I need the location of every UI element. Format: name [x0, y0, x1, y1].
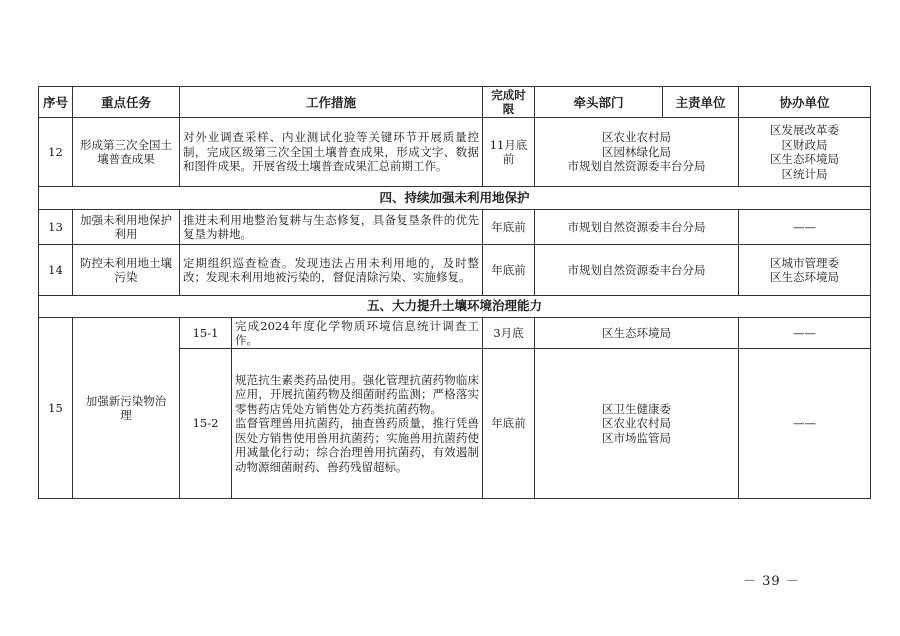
header-assist: 协办单位	[739, 87, 871, 118]
row15-1-measures: 完成2024年度化学物质环境信息统计调查工作。	[232, 318, 483, 349]
row14-measures: 定期组织巡查检查。发现违法占用未利用地的，及时整改；发现未利用地被污染的，督促清除污染、实施修复。	[180, 245, 483, 296]
row13-deadline: 年底前	[483, 210, 535, 245]
row13-seq: 13	[39, 210, 73, 245]
table-row-12	[39, 118, 871, 187]
row12-resp-line: 区农业农村局	[602, 130, 672, 145]
section-row-5	[39, 296, 871, 318]
row15-2-assist: ——	[739, 349, 871, 499]
row14-assist	[739, 245, 871, 296]
row12-responsible	[535, 118, 739, 187]
row12-assist-line: 区发展改革委	[770, 123, 840, 137]
row12-assist-line: 区财政局	[781, 137, 828, 152]
row15-2-measures-para: 监督管理兽用抗菌药，抽查兽药质量，推行凭兽医处方销售使用兽用抗菌药；实施兽用抗菌药使用减量化行动；综合治理兽用抗菌药，有效遏制动物源细菌耐药、兽药残留超标。	[235, 416, 480, 474]
table-row-15-1	[39, 318, 871, 349]
row14-task: 防控未利用地土壤污染	[73, 245, 180, 296]
row14-assist-line: 区生态环境局	[770, 270, 840, 284]
row12-assist	[739, 118, 871, 187]
row15-2-resp-line: 区市场监管局	[602, 430, 672, 445]
row15-2-measures-para: 规范抗生素类药品使用。强化管理抗菌药物临床应用，开展抗菌药物及细菌耐药监测；严格落实零售药店凭处方销售处方药类抗菌药物。	[235, 372, 480, 416]
section-row-4	[39, 187, 871, 210]
row12-deadline: 11月底前	[483, 118, 535, 187]
row15-seq: 15	[39, 318, 73, 499]
row13-assist: ——	[739, 210, 871, 245]
row12-seq: 12	[39, 118, 73, 187]
row12-measures: 对外业调查采样、内业测试化验等关键环节开展质量控制，完成区级第三次全国土壤普查成果，形成文字、数据和图件成果。开展省级土壤普查成果汇总前期工作。	[180, 118, 483, 187]
row15-2-id: 15-2	[180, 349, 232, 499]
section-heading-5: 五、大力提升土壤环境治理能力	[39, 296, 871, 318]
row15-1-assist: ——	[739, 318, 871, 349]
row15-2-resp-line: 区卫生健康委	[602, 401, 672, 416]
row15-1-deadline: 3月底	[483, 318, 535, 349]
row12-resp-line: 市规划自然资源委丰台分局	[567, 159, 706, 174]
row15-2-measures	[232, 349, 483, 499]
header-seq: 序号	[39, 87, 73, 118]
row14-deadline: 年底前	[483, 245, 535, 296]
row15-2-responsible	[535, 349, 739, 499]
row12-resp-line: 区园林绿化局	[602, 144, 672, 159]
table-row-13	[39, 210, 871, 245]
header-task: 重点任务	[73, 87, 180, 118]
row15-task: 加强新污染物治理	[73, 318, 180, 499]
row15-1-responsible: 区生态环境局	[535, 318, 739, 349]
task-table	[38, 86, 871, 499]
row13-measures: 推进未利用地整治复耕与生态修复，具备复垦条件的优先复垦为耕地。	[180, 210, 483, 245]
table-row-14	[39, 245, 871, 296]
header-lead: 牵头部门	[535, 87, 663, 118]
row15-1-id: 15-1	[180, 318, 232, 349]
header-row	[39, 87, 871, 118]
row14-seq: 14	[39, 245, 73, 296]
header-main-unit: 主责单位	[663, 87, 739, 118]
row14-responsible: 市规划自然资源委丰台分局	[535, 245, 739, 296]
row12-task: 形成第三次全国土壤普查成果	[73, 118, 180, 187]
row13-responsible: 市规划自然资源委丰台分局	[535, 210, 739, 245]
row15-2-deadline: 年底前	[483, 349, 535, 499]
row14-assist-line: 区城市管理委	[770, 255, 840, 270]
row13-task: 加强未利用地保护利用	[73, 210, 180, 245]
header-deadline: 完成时限	[483, 87, 535, 118]
header-measures: 工作措施	[180, 87, 483, 118]
section-heading-4: 四、持续加强未利用地保护	[39, 187, 871, 210]
row15-2-resp-line: 区农业农村局	[602, 416, 672, 431]
row12-assist-line: 区统计局	[781, 166, 828, 181]
row12-assist-line: 区生态环境局	[770, 152, 840, 166]
page-number: － 39 －	[743, 574, 800, 589]
